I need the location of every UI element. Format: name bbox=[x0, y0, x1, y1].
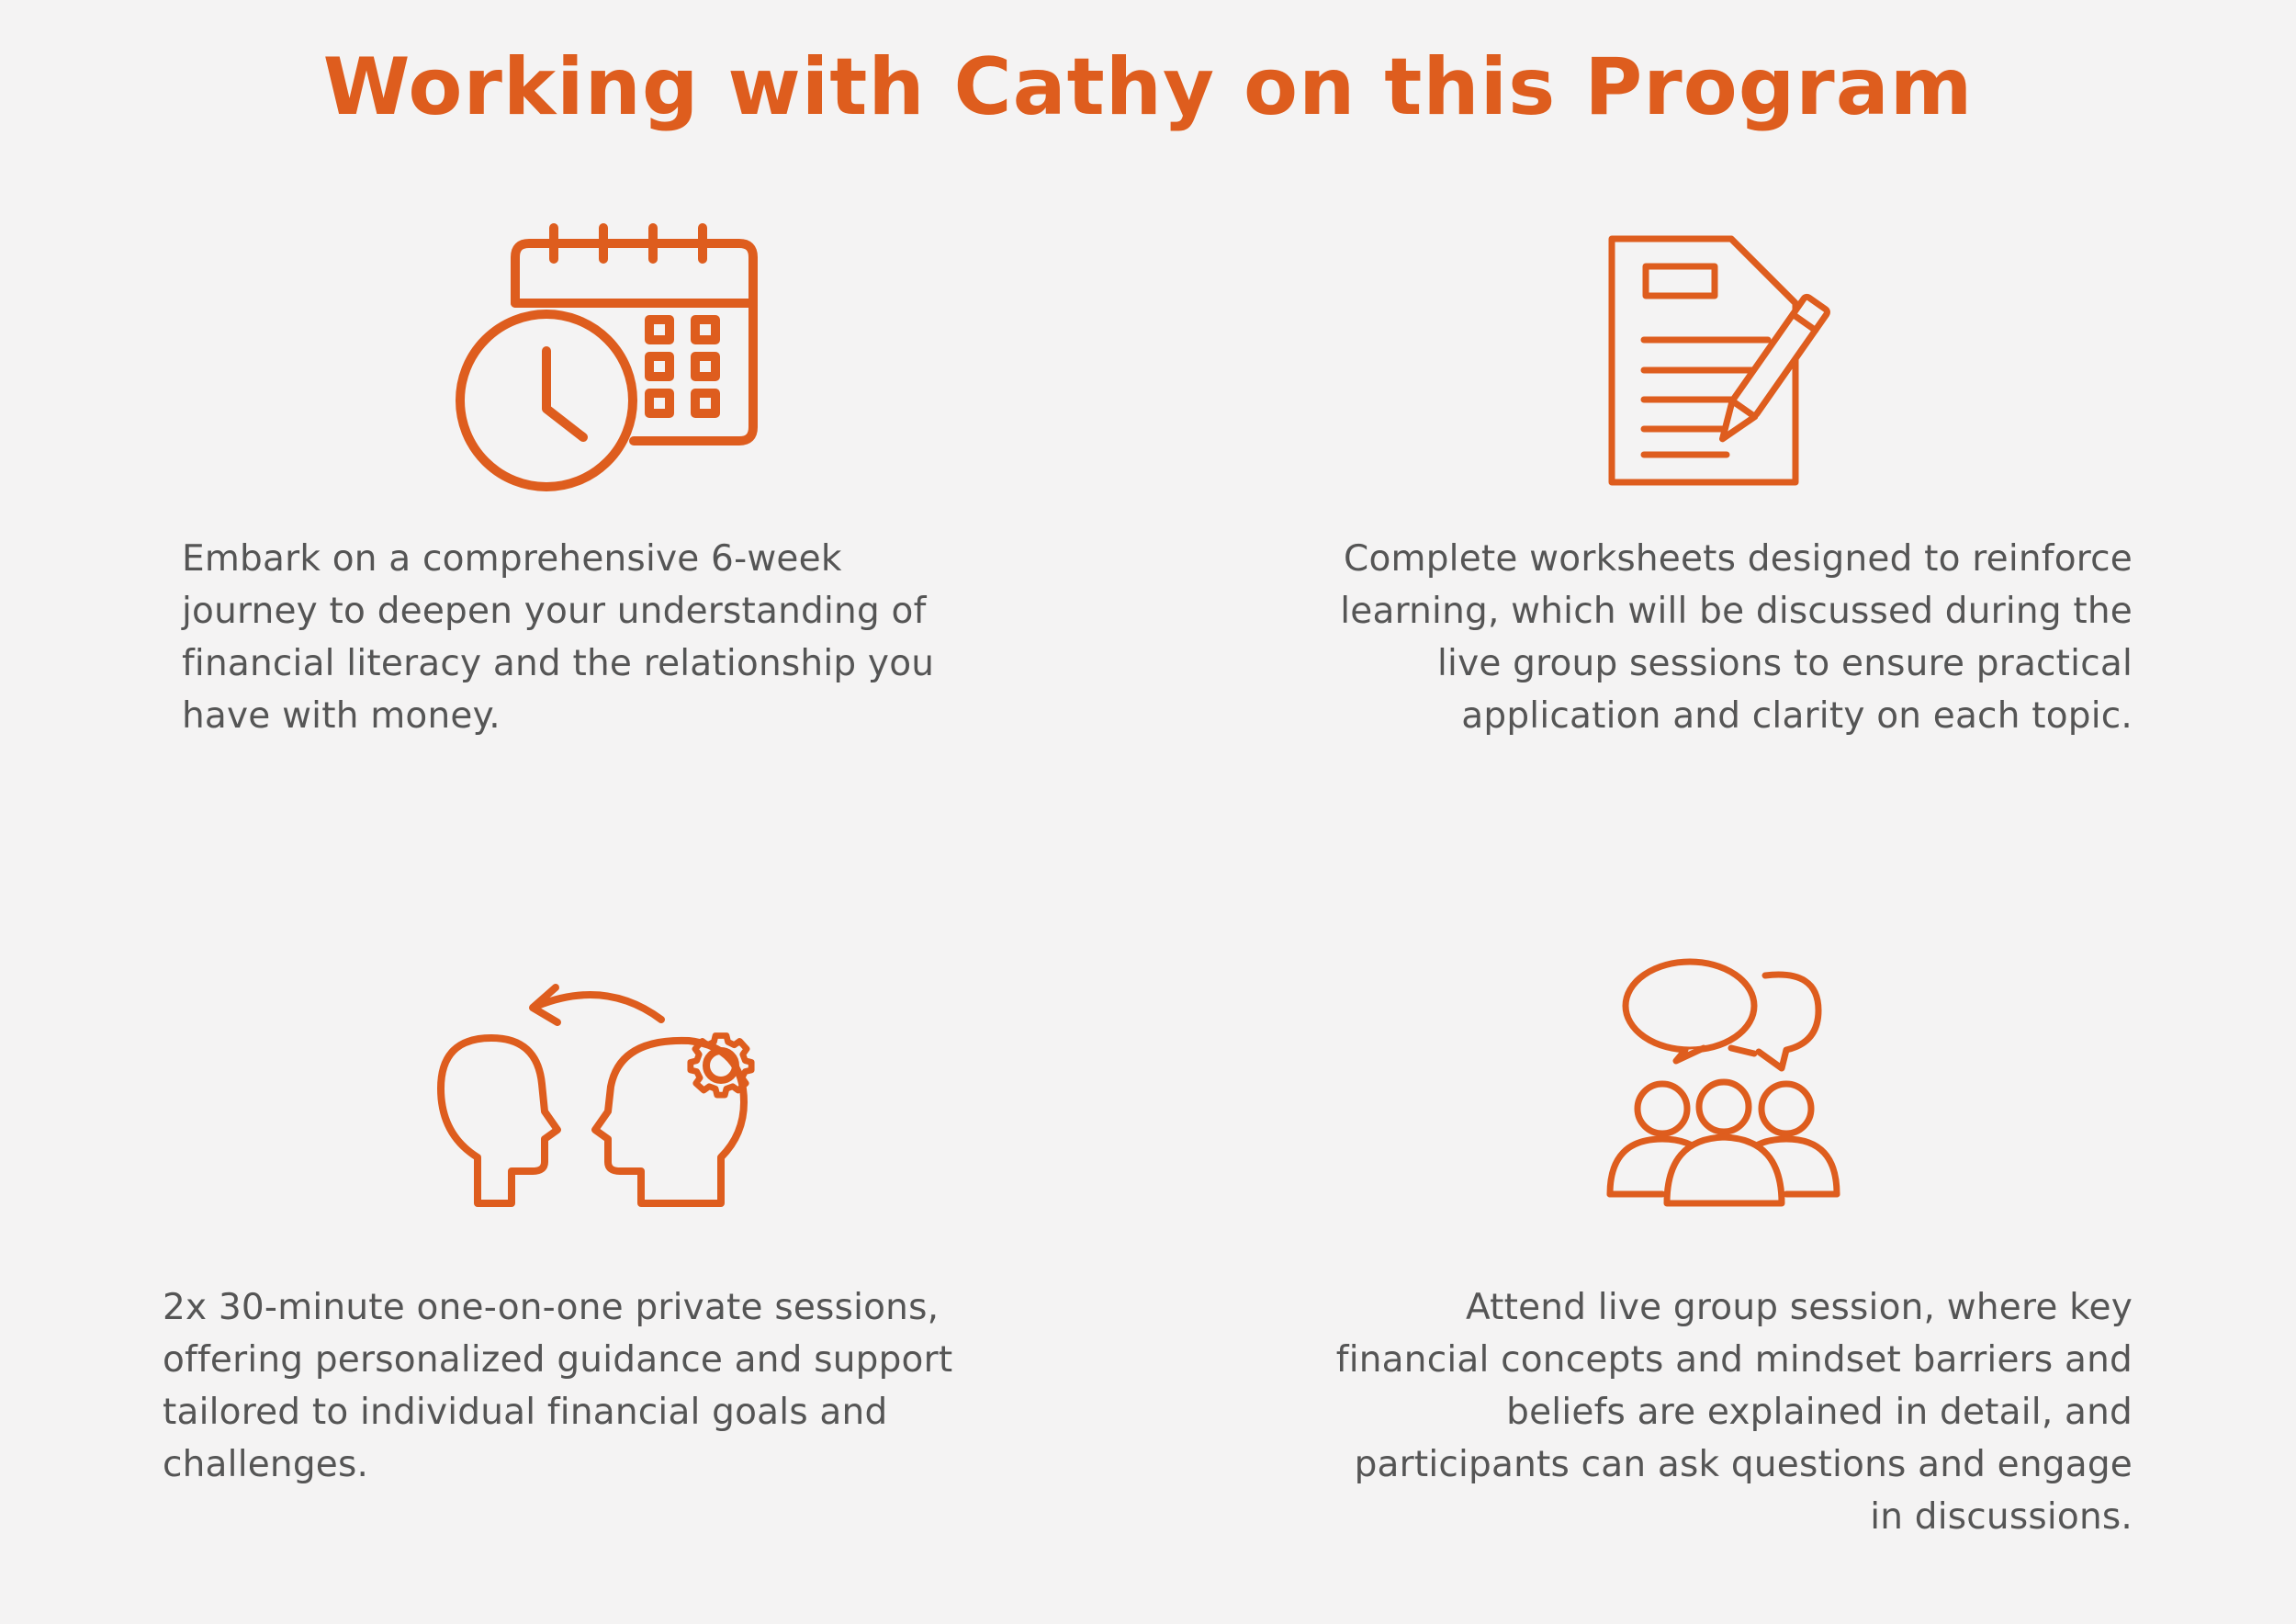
card-4-text: Attend live group session, where key financial concepts and mindset barriers and beliefs are explained in detail, and participants can ask questions and engage in discussions. bbox=[1335, 1287, 2133, 1538]
calendar-clock-icon bbox=[455, 220, 767, 505]
head-to-head-mentoring-icon bbox=[436, 978, 785, 1212]
card-2-text: Complete worksheets designed to reinforce learning, which will be discussed during the live group sessions to ensure practical application and clarity on each topic. bbox=[1340, 538, 2133, 737]
page-title: Working with Cathy on this Program bbox=[322, 41, 1974, 133]
document-pencil-icon bbox=[1607, 234, 1828, 491]
card-3-text: 2x 30-minute one-on-one private sessions, offering personalized guidance and support tailored to individual financial goals and challenges. bbox=[163, 1287, 953, 1485]
card-1-text: Embark on a comprehensive 6-week journey to deepen your understanding of financial literacy and the relationship you have with money. bbox=[182, 538, 935, 737]
group-discussion-icon bbox=[1603, 951, 1851, 1212]
